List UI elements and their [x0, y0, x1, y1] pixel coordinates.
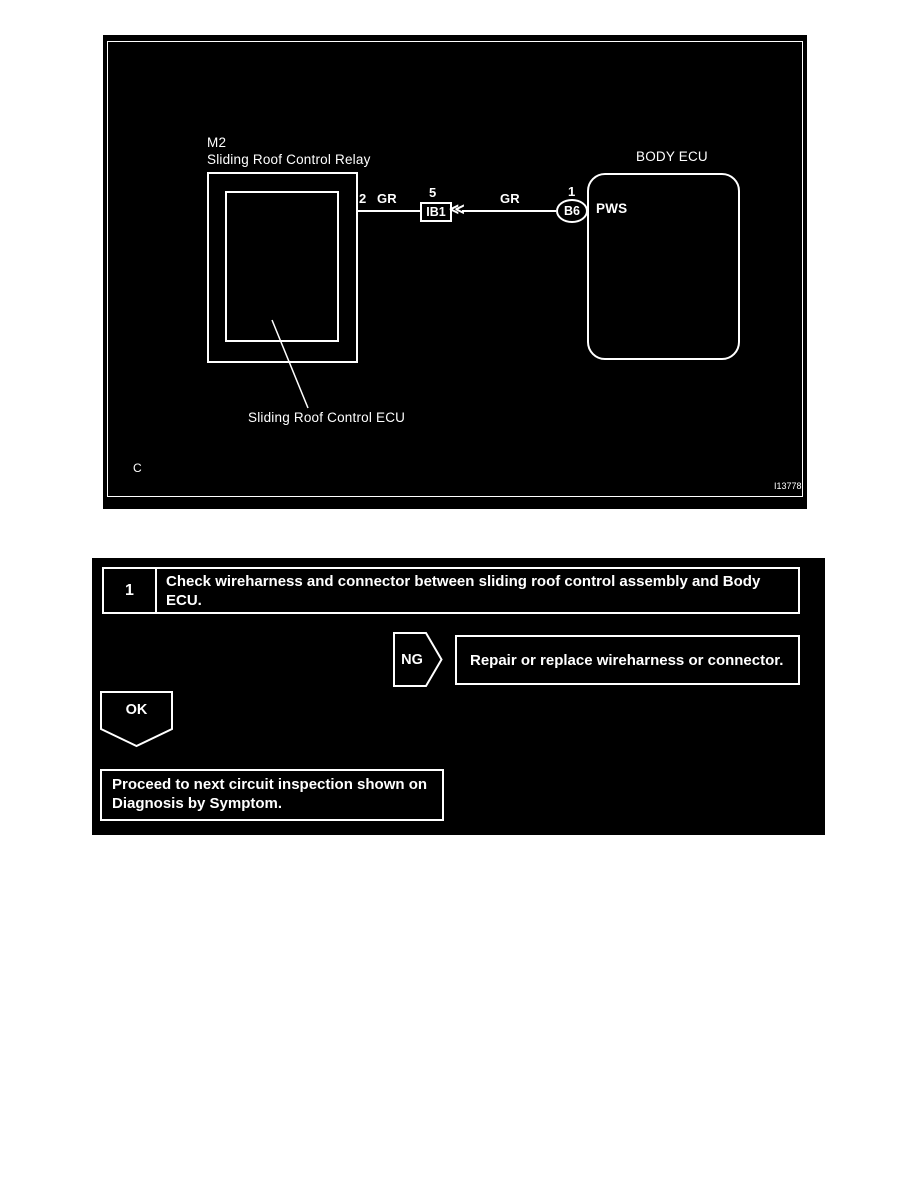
junction-pin-number: 5 [429, 185, 437, 200]
connector-direction-icon: ≪ [449, 201, 464, 218]
ecu-pin-number: 1 [568, 184, 576, 199]
step-number: 1 [104, 569, 157, 612]
ecu-terminal-oval [556, 199, 588, 223]
relay-id-label: M2 [207, 135, 227, 150]
ok-action-line2: Diagnosis by Symptom. [112, 795, 283, 812]
ng-arrow [393, 632, 443, 687]
wire-color-left-label: GR [377, 191, 397, 206]
ok-action-box [100, 769, 444, 821]
callout-leader-line [103, 35, 807, 509]
ok-action-line1: Proceed to next circuit inspection shown on [112, 776, 428, 793]
figure-code: I13778 [774, 481, 802, 491]
body-ecu-name-label: BODY ECU [636, 149, 708, 164]
ok-label: OK [125, 702, 148, 718]
step-box [102, 567, 800, 614]
ok-arrow-shape [100, 691, 173, 748]
ok-arrow [100, 691, 173, 748]
wiring-diagram-panel [103, 35, 807, 509]
wire-color-right-label: GR [500, 191, 520, 206]
junction-connector-label: IB1 [426, 205, 446, 219]
sliding-roof-ecu-callout: Sliding Roof Control ECU [248, 410, 406, 425]
ng-label: NG [401, 651, 423, 668]
relay-pin-number: 2 [359, 191, 367, 206]
relay-name-label: Sliding Roof Control Relay [207, 152, 371, 167]
corner-mark: C [133, 461, 142, 475]
ng-action-box: Repair or replace wireharness or connector. [455, 635, 800, 685]
ecu-terminal-label: B6 [564, 204, 580, 218]
flowchart-panel [92, 558, 825, 835]
ecu-signal-label: PWS [596, 201, 628, 216]
step-instruction: Check wireharness and connector between sliding roof control assembly and Body ECU. [166, 573, 761, 609]
